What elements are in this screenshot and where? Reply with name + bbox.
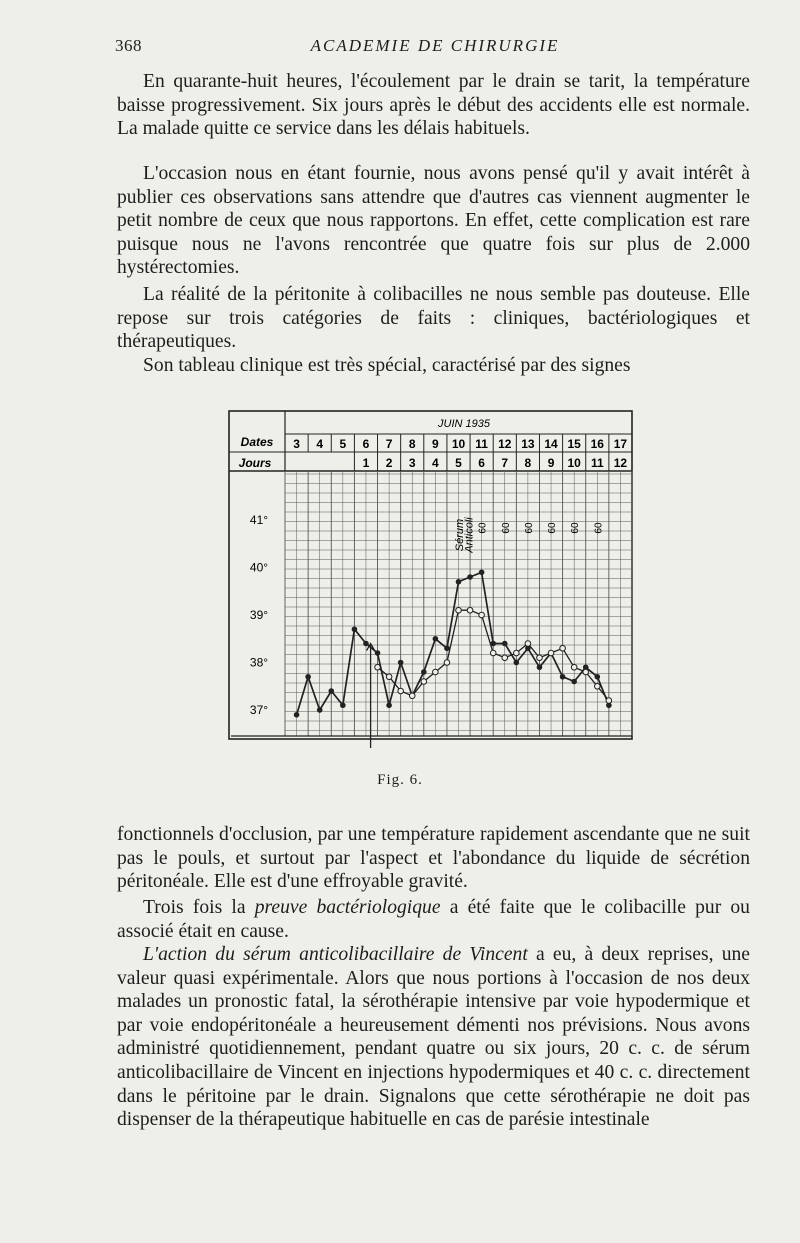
temperature-line: [297, 572, 609, 715]
temperature-point: [375, 650, 381, 656]
temperature-point: [479, 569, 485, 575]
jour-cell: 2: [385, 456, 393, 470]
date-cell: 16: [590, 437, 604, 451]
dose-annotation: 60: [500, 522, 512, 534]
jour-cell: 11: [590, 456, 604, 470]
figure-caption: Fig. 6.: [377, 772, 423, 788]
text-run: La réalité de la péritonite à colibacilles ne nous semble pas douteuse. Elle repose sur trois catégories de faits : cliniques, bactériologiques et thérapeutiques.: [117, 284, 750, 353]
pulse-point: [537, 655, 543, 661]
temperature-chart-svg: [228, 410, 636, 748]
pulse-point: [525, 641, 531, 647]
jour-cell: 5: [455, 456, 462, 470]
dose-annotation: 60: [477, 522, 489, 534]
pulse-point: [456, 607, 462, 613]
pulse-point: [514, 650, 520, 656]
dates-row-label: Dates: [240, 435, 274, 449]
date-cell: 17: [613, 437, 628, 451]
jour-cell: 1: [362, 456, 370, 470]
y-axis-label: 38°: [249, 655, 269, 670]
serum-annotation: Sérum: [454, 518, 467, 552]
pulse-point: [479, 612, 485, 618]
month-label: JUIN 1935: [438, 418, 490, 430]
date-cell: 15: [567, 437, 581, 451]
jour-cell: 7: [501, 456, 509, 470]
temperature-point: [595, 674, 601, 680]
temperature-point: [398, 660, 404, 666]
y-axis-label: 41°: [249, 513, 269, 527]
dose-annotation: 60: [547, 522, 559, 534]
temperature-point: [386, 702, 392, 708]
pulse-point: [421, 679, 427, 685]
jour-cell: 10: [567, 456, 581, 470]
pulse-point: [490, 650, 496, 656]
date-cell: 9: [432, 437, 439, 451]
temperature-point: [537, 664, 543, 670]
temperature-point: [433, 636, 439, 642]
temperature-point: [467, 574, 473, 580]
jour-cell: 6: [478, 456, 485, 470]
date-cell: 5: [339, 437, 347, 451]
date-cell: 3: [293, 437, 300, 451]
temperature-point: [502, 641, 508, 647]
journal-title: ACADEMIE DE CHIRURGIE: [310, 36, 560, 55]
y-axis-label: 39°: [249, 608, 269, 622]
jour-cell: 9: [547, 456, 555, 470]
temperature-point: [328, 688, 334, 694]
pulse-point: [386, 674, 392, 680]
pulse-point: [606, 698, 612, 704]
pulse-point: [583, 669, 589, 675]
paragraph-7: [117, 943, 750, 1132]
pulse-point: [467, 607, 473, 613]
text-run: Son tableau clinique est très spécial, caractérisé par des signes: [143, 355, 631, 376]
text-run: En quarante-huit heures, l'écoulement par le drain se tarit, la température baisse progressivement. Six jours après le début des accidents elle est normale. La malade quitte ce service dans les délais habituels.: [117, 71, 750, 140]
temperature-point: [560, 674, 566, 680]
pulse-point: [444, 660, 450, 666]
temperature-point: [421, 669, 427, 675]
jours-row-label: Jours: [238, 456, 272, 470]
pulse-point: [595, 683, 601, 689]
pulse-point: [502, 655, 508, 661]
text-run: a été faite que le colibacille pur ou associé était en cause.: [117, 897, 750, 942]
running-header: [115, 36, 755, 60]
paragraph-2: [117, 162, 750, 280]
temperature-point: [340, 702, 346, 708]
page-number: 368: [115, 36, 142, 55]
date-cell: 12: [498, 437, 512, 451]
temperature-chart: [228, 410, 636, 748]
temperature-point: [514, 660, 520, 666]
pulse-point: [398, 688, 404, 694]
jour-cell: 12: [613, 456, 628, 470]
temperature-point: [305, 674, 311, 680]
pulse-point: [548, 650, 554, 656]
paragraph-5: [117, 823, 750, 894]
y-axis-label: 40°: [249, 560, 269, 575]
date-cell: 13: [521, 437, 535, 451]
text-run: fonctionnels d'occlusion, par une température rapidement ascendante que ne suit pas le pouls, et surtout par l'aspect et l'abondance du liquide de sécrétion péritonéale. Elle est d'une effroyable gravité.: [117, 824, 750, 893]
text-run: Trois fois la: [143, 897, 255, 918]
date-cell: 10: [451, 437, 466, 451]
temperature-point: [294, 712, 300, 718]
jour-cell: 3: [408, 456, 416, 470]
anticoli-annotation: Anticoli: [463, 517, 476, 553]
pulse-point: [409, 693, 415, 699]
pulse-point: [560, 645, 566, 651]
paragraph-3: [117, 283, 750, 354]
dose-annotation: 60: [570, 522, 582, 534]
date-cell: 11: [475, 437, 488, 451]
italic-text: preuve bactériologique: [254, 897, 441, 918]
paragraph-4: [117, 354, 750, 378]
pulse-point: [375, 664, 381, 670]
temperature-point: [363, 641, 369, 647]
text-run: L'occasion nous en étant fournie, nous avons pensé qu'il y avait intérêt à publier ces observations sans attendre que d'autres cas viennent augmenter le petit nombre de ceux que nous rapportons. En effet, cette complication est rare puisque nous ne l'avons rencontrée que quatre fois sur plus de 2.000 hystérectomies.: [117, 163, 750, 279]
date-cell: 6: [362, 437, 370, 451]
temperature-point: [352, 626, 358, 632]
date-cell: 14: [544, 437, 558, 451]
dose-annotation: 60: [593, 522, 605, 534]
date-cell: 7: [385, 437, 393, 451]
date-cell: 8: [408, 437, 416, 451]
italic-text: L'action du sérum anticolibacillaire de Vincent: [143, 944, 528, 965]
date-cell: 4: [316, 437, 324, 451]
temperature-point: [571, 679, 577, 685]
text-run: a eu, à deux reprises, une valeur quasi expérimentale. Alors que nous portions à l'occasion de nos deux malades un pronostic fatal, la sérothérapie intensive par voie hypodermique et par voie endopéritonéale a heureusement démenti nos prévisions. Nous avons administré quotidiennement, pendant quatre ou six jours, 20 c. c. de sérum anticolibacillaire de Vincent en injections hypodermiques et 40 c. c. directement dans le péritoine par le drain. Signalons que cette sérothérapie ne doit pas dispenser de la thérapeutique habituelle en cas de parésie intestinale: [117, 944, 750, 1131]
pulse-point: [433, 669, 439, 675]
temperature-point: [444, 645, 450, 651]
paragraph-1: [117, 70, 750, 141]
pulse-point: [571, 664, 577, 670]
temperature-point: [456, 579, 462, 585]
y-axis-label: 37°: [249, 703, 269, 717]
paragraph-6: [117, 896, 750, 943]
jour-cell: 4: [432, 456, 439, 470]
temperature-point: [317, 707, 323, 713]
dose-annotation: 60: [523, 522, 535, 534]
jour-cell: 8: [524, 456, 532, 470]
